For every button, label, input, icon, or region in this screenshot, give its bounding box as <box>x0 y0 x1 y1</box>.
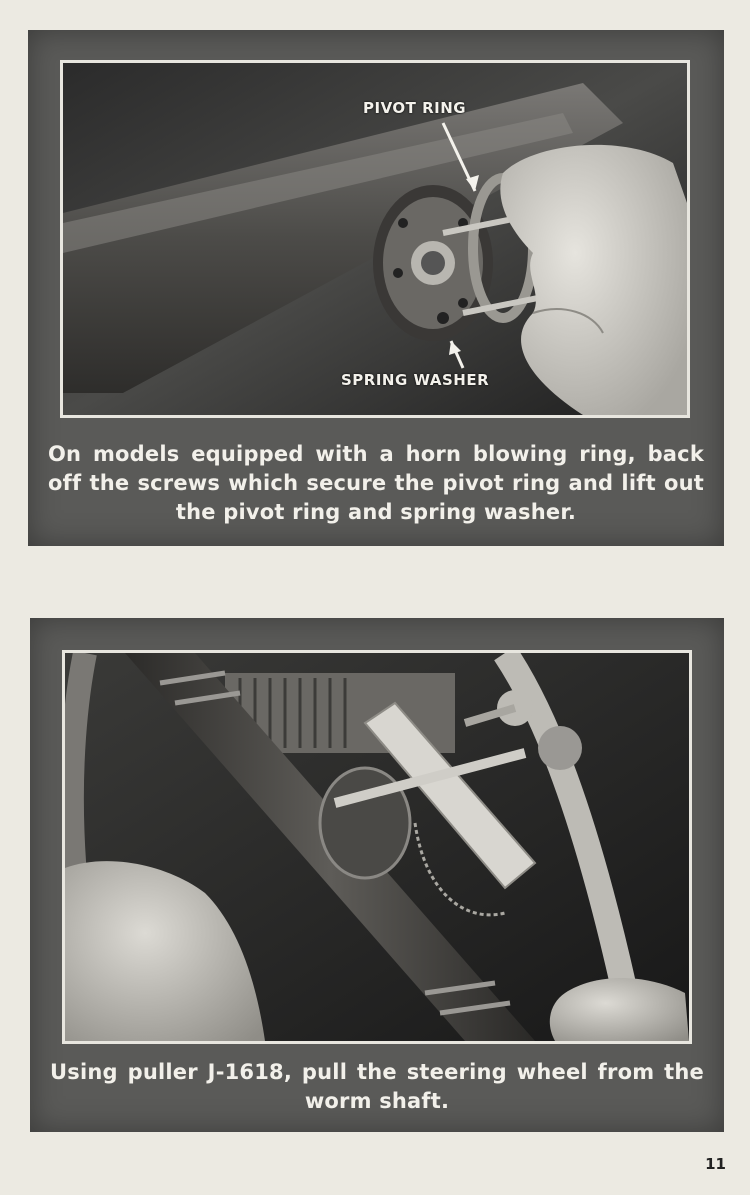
photo-pivot-ring-removal <box>60 60 690 418</box>
figure-panel-pivot-ring <box>28 30 724 546</box>
figure-1-caption: On models equipped with a horn blowing ring, back off the screws which secure the pivot ring and lift out the pivot ring and spring washer. <box>48 442 704 524</box>
callout-pivot-ring: PIVOT RING <box>363 99 467 117</box>
page-number: 11 <box>705 1155 726 1173</box>
figure-2-caption: Using puller J-1618, pull the steering wheel from the worm shaft. <box>50 1060 704 1113</box>
figure-panel-steering-wheel-puller <box>30 618 724 1132</box>
callout-spring-washer: SPRING WASHER <box>341 371 490 389</box>
photo-puller-on-wheel <box>65 653 689 1041</box>
photo-steering-wheel-puller <box>62 650 692 1044</box>
